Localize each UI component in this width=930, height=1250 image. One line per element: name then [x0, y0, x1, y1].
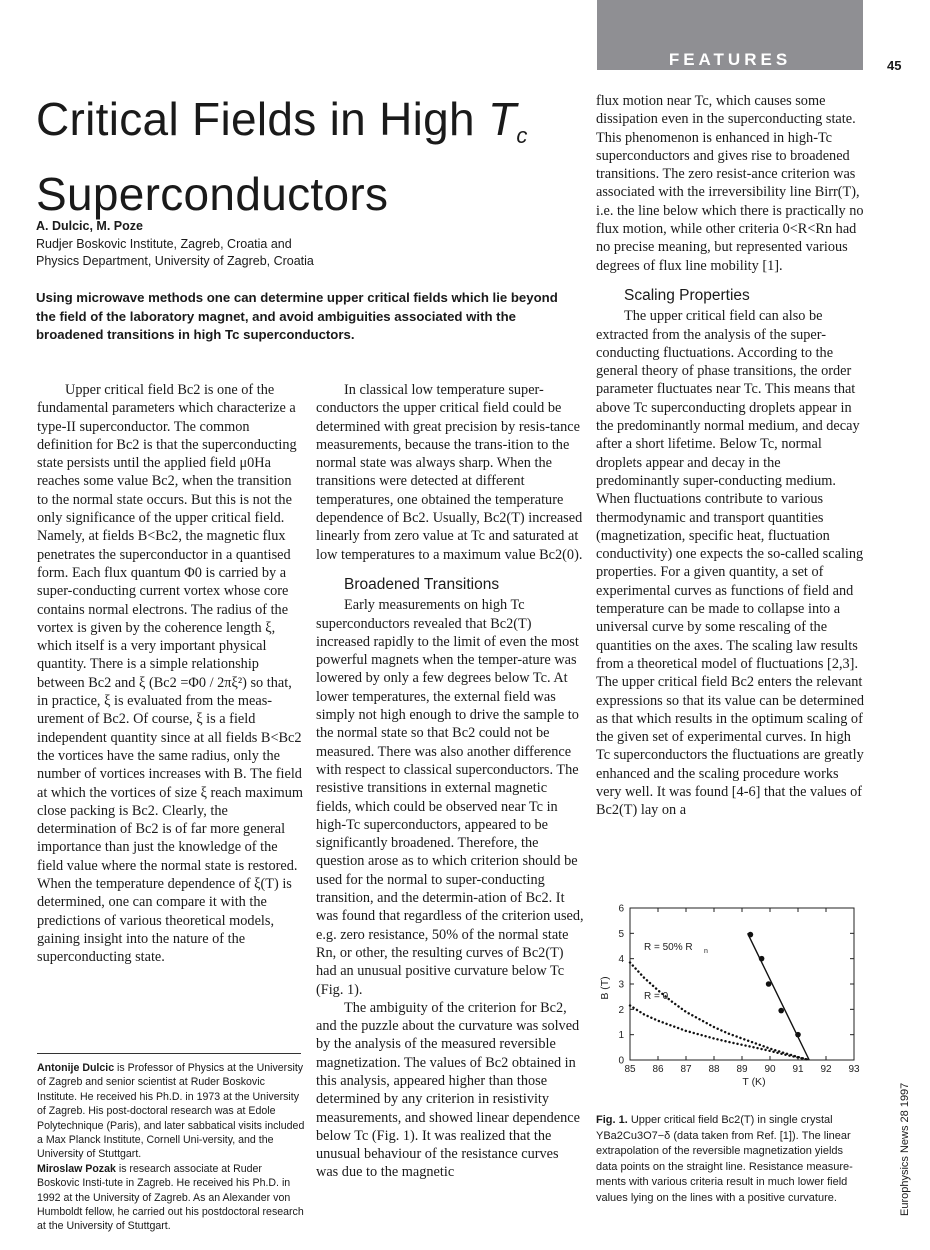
- bio-text: is Professor of Physics at the University of Zagreb and senior scientist at Ruder Boskovic Institute. He received his Ph.D. in 1973 at the University of Zagreb. His post-doctoral research was at Edole Polytechnique (Paris), and later sabbatical visits included a Max Planck Institute, Cornell Uni-versity, and the University of Stuttgart.: [37, 1062, 305, 1161]
- caption-text: Upper critical field Bc2(T) in single crystal YBa2Cu3O7−δ (data taken from Ref. [1]). The linear extrapolation of the reversible magnetization yields data points on the straight line. Resistance measure-ments with various criteria result in much lower field values lying on the lines with a positive curvature.: [596, 1114, 853, 1204]
- y-tick-label: 3: [618, 979, 624, 991]
- annotation-r50: R = 50% R: [644, 941, 693, 953]
- annotation-r0: R = 0: [644, 991, 669, 1003]
- annotation-r50-subscript: n: [704, 947, 708, 955]
- title-t-subscript: c: [516, 123, 528, 148]
- x-tick-label: 88: [708, 1064, 720, 1075]
- caption-label: Fig. 1.: [596, 1114, 628, 1126]
- figure-caption: [596, 1113, 864, 1206]
- y-tick-label: 5: [618, 928, 624, 940]
- chart-svg: [596, 900, 864, 1105]
- data-point: [795, 1032, 801, 1038]
- title-t: $T_c$: [488, 93, 528, 148]
- affiliation-line1: Rudjer Boskovic Institute, Zagreb, Croatia and: [36, 237, 292, 251]
- data-point: [778, 1008, 784, 1014]
- author-bios: [37, 1061, 305, 1234]
- authors: A. Dulcic, M. Poze: [36, 219, 143, 233]
- data-point: [748, 932, 754, 938]
- plot-frame: [630, 908, 854, 1060]
- x-axis-label: T (K): [742, 1076, 766, 1088]
- data-point: [766, 981, 772, 987]
- page-number: 45: [887, 58, 902, 73]
- bio-name: Antonije Dulcic: [37, 1062, 115, 1074]
- body-column-2: [316, 381, 584, 1182]
- x-tick-label: 86: [652, 1064, 664, 1075]
- paragraph: Early measurements on high Tc superconductors revealed that Bc2(T) increased rapidly to the limit of even the most powerful magnets when the temper-ature was lowered by only a few degrees below Tc. At lower temperatures, the external field was simply not high enough to drive the sample to the normal state so that Bc2 could not be measured. There was also another difference with respect to classical superconductors. The resistive transitions in external magnetic fields, which could be observed near Tc in high-Tc superconductors, appeared to be significantly broadened. Therefore, the question arose as to which criterion should be used for the normal to super-conducting transition, and the determin-ation of Bc2. It was found that regardless of the criterion used, e.g. zero resistance, 50% of the normal state Rn, or other, the resulting curves of Bc2(T) had an unusual positive curvature below Tc (Fig. 1).: [316, 597, 584, 998]
- bio-divider: [37, 1053, 301, 1054]
- abstract: Using microwave methods one can determine upper critical fields which lie beyond the field of the laboratory magnet, and avoid ambiguities associated with the broadened transitions in high Tc superconductors.: [36, 290, 558, 342]
- article-title: [36, 90, 576, 223]
- x-tick-label: 93: [848, 1064, 860, 1075]
- x-tick-label: 90: [764, 1064, 776, 1075]
- x-tick-label: 87: [680, 1064, 692, 1075]
- y-tick-label: 4: [618, 954, 624, 966]
- affiliation: [36, 236, 314, 270]
- x-tick-label: 85: [624, 1064, 636, 1075]
- y-tick-label: 0: [618, 1055, 624, 1067]
- paragraph: The ambiguity of the criterion for Bc2, and the puzzle about the curvature was solved by the analysis of the measured reversible magnetization. The values of Bc2 obtained in this analysis, appeared higher than those determined by any criterion in resistivity measurements, and showed linear dependence below Tc (Fig. 1). It was realized that the unusual behaviour of the resistance curves was due to the magnetic: [316, 999, 580, 1181]
- x-tick-label: 92: [820, 1064, 832, 1075]
- paragraph: flux motion near Tc, which causes some dissipation even in the superconducting state. This phenomenon is enhanced in high-Tc superconductors and gives rise to broadened transitions. The zero resist-ance criterion was associated with the irreversibility line Birr(T), i.e. the line below which there is practically no flux motion, while other criteria 0<R<Rn had no precise meaning, but represented various degrees of flux line mobility [1].: [596, 93, 864, 274]
- journal-name: Europhysics News 28 1997: [899, 1082, 911, 1216]
- y-axis-label: B (T): [599, 976, 611, 1000]
- data-point: [759, 956, 765, 962]
- journal-footer: [895, 1082, 915, 1220]
- section-label: FEATURES: [668, 50, 792, 69]
- paragraph: Upper critical field Bc2 is one of the fundamental parameters which characterize a type-II superconductor. The common definition for Bc2 is that the superconducting state persists until the applied field μ0Ha reaches some value Bc2, when the transition to the normal state occurs. But this is not the only significance of the upper critical field. Namely, at fields B<Bc2, the magnetic flux penetrates the superconductor in a quantised form. Each flux quantum Φ0 is carried by a super-conducting current vortex whose core contains normal electrons. The radius of the vortex is given by the coherence length ξ, which itself is a very important physical quantity. There is a simple relationship between Bc2 and ξ (Bc2 =Φ0 / 2πξ²) so that, in practice, ξ is evaluated from the meas-urement of Bc2. Of course, ξ is a field independent quantity since at all fields B<Bc2 the vortices have the same radius, only the number of vortices increases with B. The field at which the vortices of size ξ reach maximum close packing is Bc2. Clearly, the determination of Bc2 is of far more general importance than just the knowledge of the field value where the normal state is restored. When the temperature dependence of ξ(T) is determined, one can compare it with the predictions of various theoretical models, gaining insight into the nature of the superconducting state.: [37, 382, 304, 966]
- section-heading: Scaling Properties: [624, 286, 750, 304]
- section-heading: Broadened Transitions: [344, 575, 500, 593]
- figure-1-chart: [596, 900, 864, 1105]
- title-line2: Superconductors: [36, 168, 389, 220]
- paragraph: In classical low temperature super-conductors the upper critical field could be determined with great precision by resis-tance measurements, because the trans-ition to the normal state was always sharp. When the transitions were detected at different temperatures, one obtained the temperature dependence of Bc2. Usually, Bc2(T) increased linearly from zero value at Tc and saturated at low temperatures to a maximum value Bc2(0).: [316, 382, 583, 563]
- affiliation-line2: Physics Department, University of Zagreb, Croatia: [36, 254, 314, 268]
- y-tick-label: 6: [618, 903, 624, 915]
- paragraph: The upper critical field can also be extracted from the analysis of the super-conducting fluctuations. According to the general theory of phase transitions, the order parameter fluctuates near Tc. This means that above Tc superconducting droplets appear in the predominantly normal medium, and decay after a short lifetime. Below Tc, normal droplets appear and decay in the predominantly super-conducting medium. When fluctuations contribute to various thermodynamic and transport quantities (magnetization, specific heat, fluctuation conductivity) one expects the so-called scaling properties. For a given quantity, a set of experimental curves as functions of field and temperature can be made to collapse into a universal curve by some rescaling of the quantities on the axes. The scaling law results from a theoretical model of fluctuations [2,3]. The upper critical field Bc2 enters the relevant expressions so that its value can be determined as that which results in the optimum scaling of the given set of experimental curves. In high Tc superconductors the fluctuations are greatly enhanced and the scaling procedure works very well. It was found [4-6] that the values of Bc2(T) lay on a: [596, 308, 864, 819]
- bio-1: [37, 1061, 305, 1162]
- x-tick-label: 91: [792, 1064, 804, 1075]
- bio-name: Miroslaw Pozak: [37, 1162, 116, 1175]
- y-tick-label: 1: [618, 1030, 624, 1042]
- x-tick-label: 89: [736, 1064, 748, 1075]
- bio-text: is research associate at Ruder Boskovic Insti-tute in Zagreb. He received his Ph.D. in 1992 at the University of Zagreb. As an Alexander von Humboldt fellow, he carried out his postdoctoral research at the University of Stuttgart.: [37, 1162, 304, 1233]
- body-column-3: [596, 92, 864, 820]
- bio-2: [37, 1162, 305, 1234]
- body-column-1: [37, 381, 305, 967]
- linear-fit-line: [748, 933, 810, 1060]
- title-line1: Critical Fields in High: [36, 93, 488, 145]
- y-tick-label: 2: [618, 1004, 624, 1016]
